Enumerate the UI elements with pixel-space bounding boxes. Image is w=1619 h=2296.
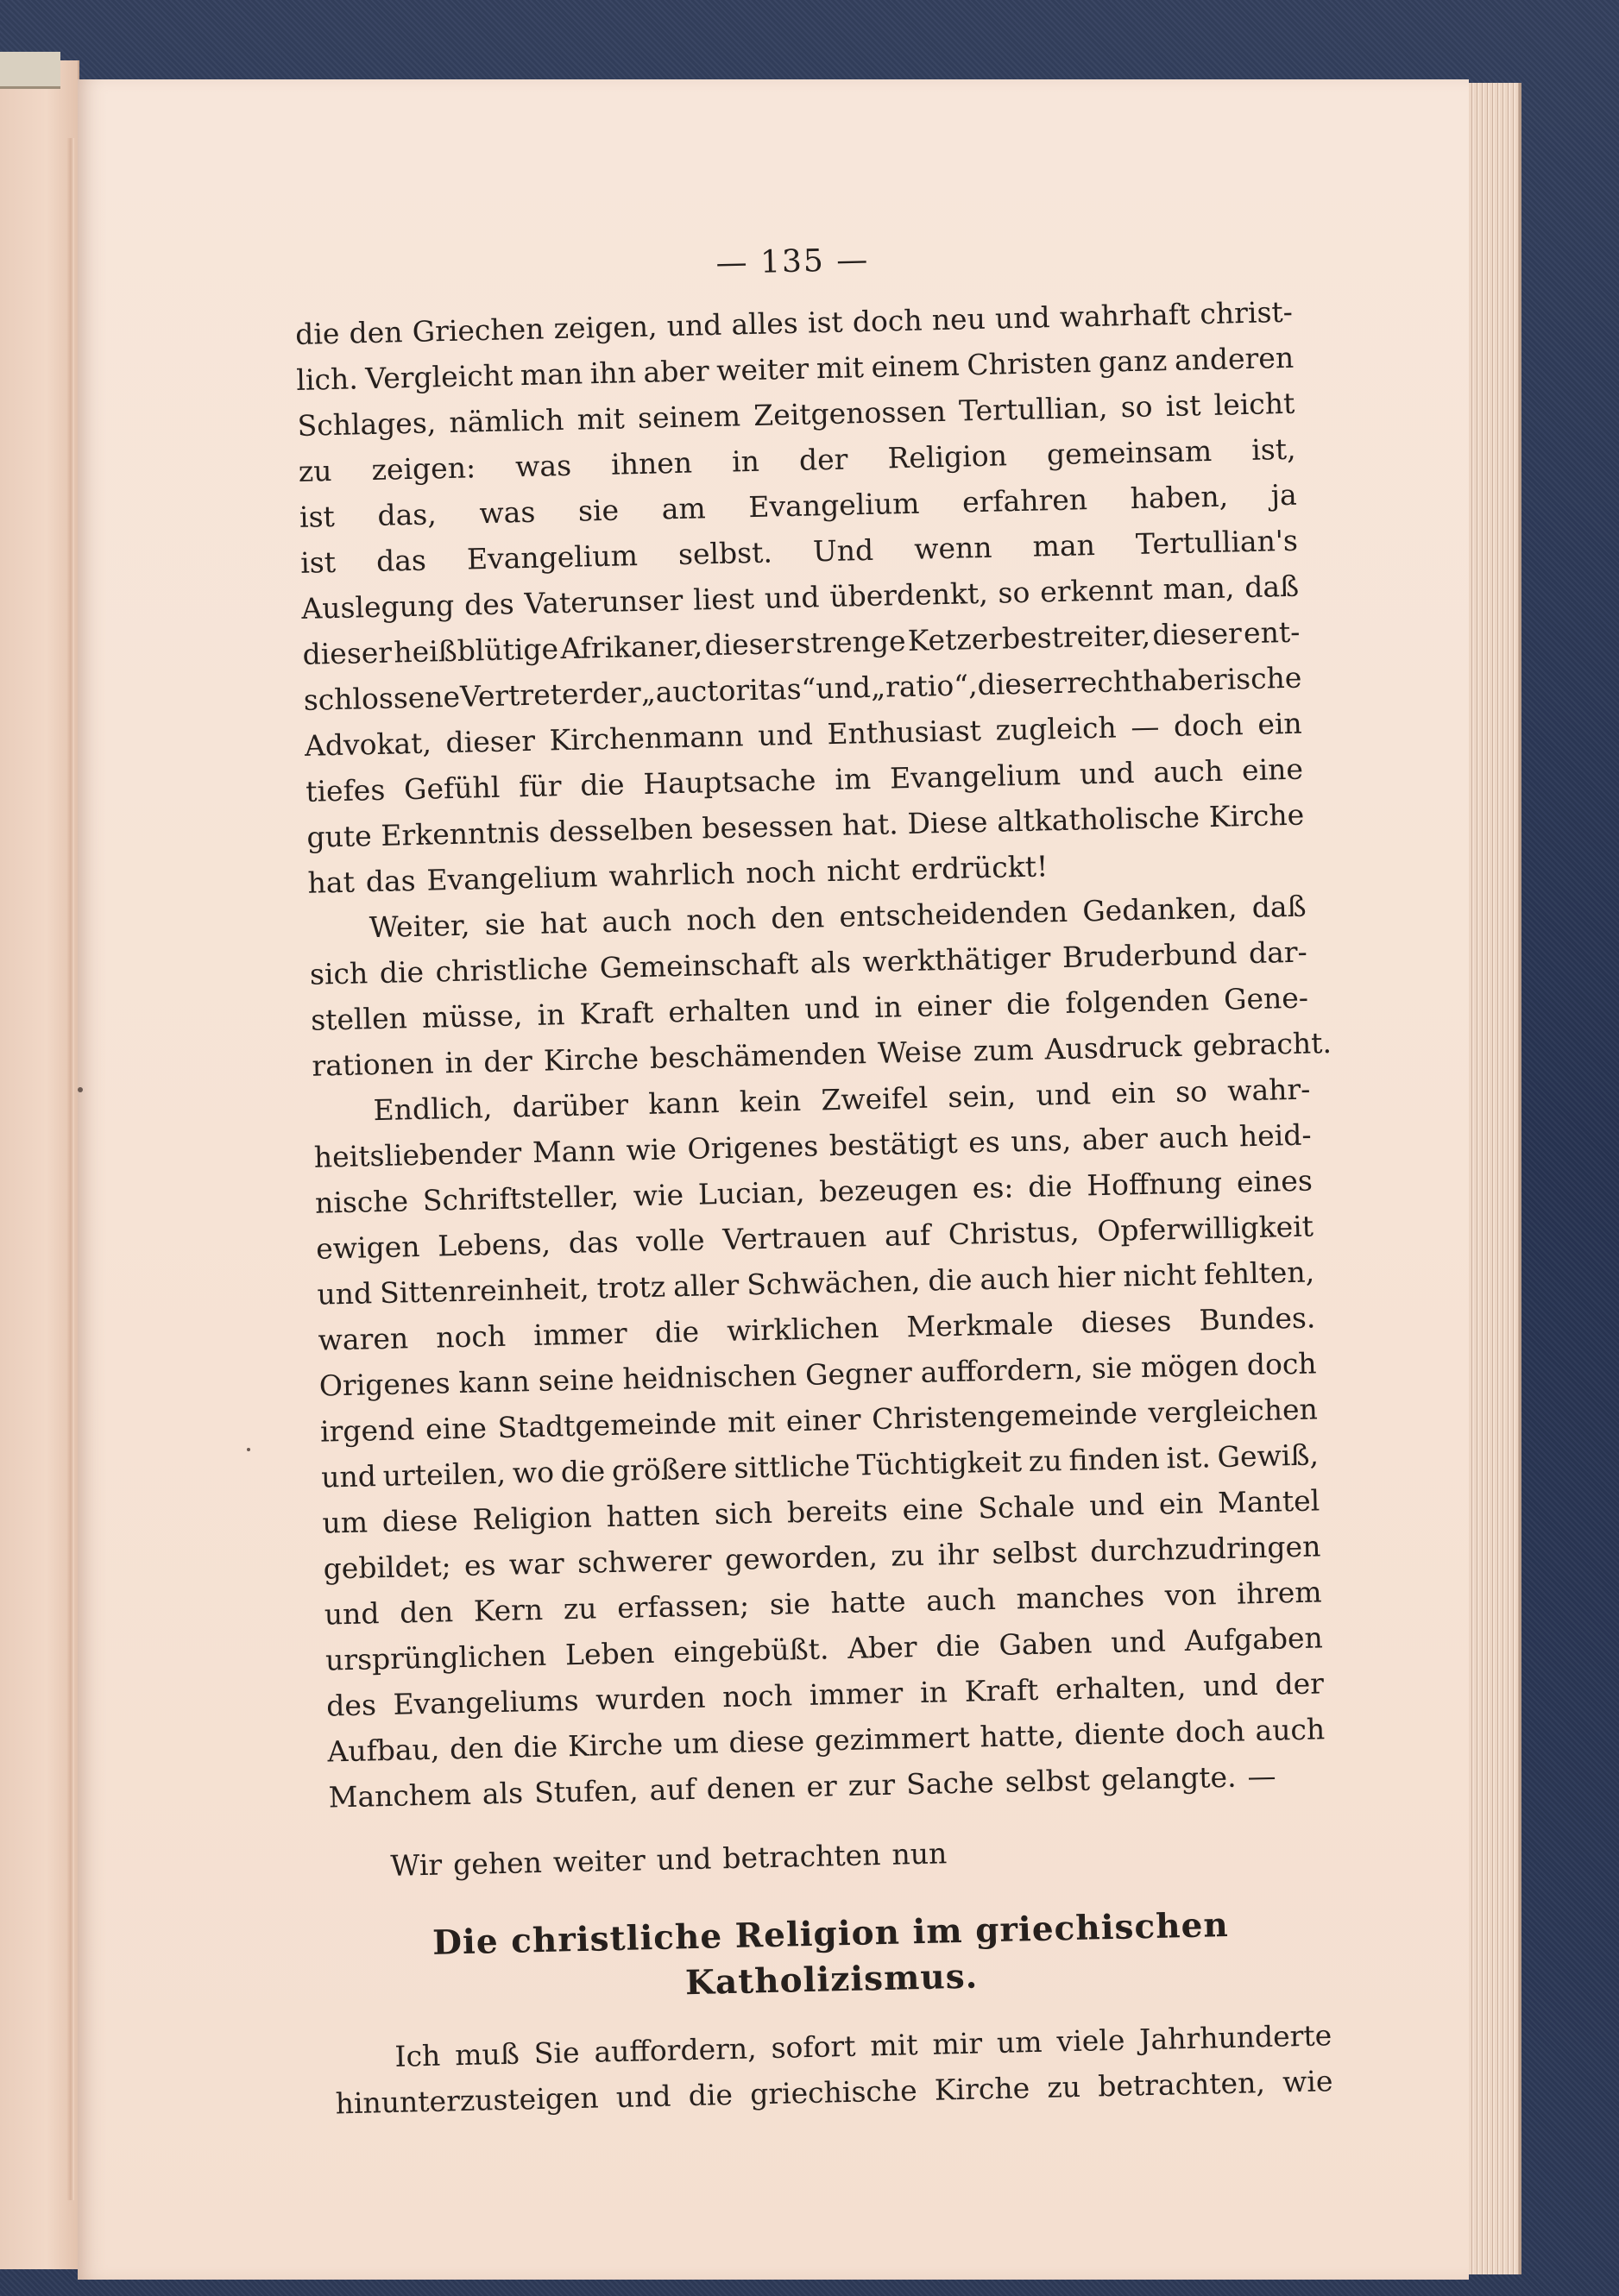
- text-line: dieser heißblütige Afrikaner, dieser strenge Ketzerbestreiter, dieser ent-: [302, 614, 1301, 671]
- text-line: die den Griechen zeigen, und alles ist doch neu und wahrhaft christ-: [294, 294, 1294, 351]
- text-line: Advokat, dieser Kirchenmann und Enthusiast zugleich — doch ein: [304, 706, 1303, 763]
- page-speck: [247, 1448, 250, 1451]
- book-corner: [0, 52, 60, 89]
- text-line: ursprünglichen Leben eingebüßt. Aber die Gaben und Aufgaben: [324, 1620, 1324, 1677]
- section-heading: Die christliche Religion im griechischen Katholizismus.: [432, 1904, 1230, 2003]
- text-line: des Evangeliums wurden noch immer in Kraft erhalten, und der: [325, 1666, 1325, 1723]
- text-line: schlossene Vertreter der „auctoritas“ und „ratio“, dieser rechthaberische: [303, 660, 1302, 717]
- paragraph: [312, 1066, 1326, 1821]
- page-number: — 135 —: [715, 242, 870, 281]
- text-line: gute Erkenntnis desselben besessen hat. Diese altkatholische Kirche: [306, 797, 1305, 854]
- text-line: heitsliebender Mann wie Origenes bestätigt es uns, aber auch heid-: [313, 1117, 1312, 1174]
- text-line: ewigen Lebens, das volle Vertrauen auf Christus, Opferwilligkeit: [315, 1209, 1314, 1266]
- text-line: zu zeigen: was ihnen in der Religion gemeinsam ist,: [298, 431, 1296, 488]
- paragraph: [295, 289, 1306, 906]
- text-line: ist das, was sie am Evangelium erfahren haben, ja: [299, 477, 1298, 534]
- text-line: hinunterzusteigen und die griechische Kirche zu betrachten, wie: [335, 2064, 1333, 2121]
- text-line: Weiter, sie hat auch noch den entscheidenden Gedanken, daß: [369, 889, 1307, 945]
- text-line: und urteilen, wo die größere sittliche Tüchtigkeit zu finden ist. Gewiß,: [320, 1437, 1320, 1494]
- text-line: irgend eine Stadtgemeinde mit einer Christengemeinde vergleichen: [319, 1392, 1319, 1449]
- text-line: Manchem als Stufen, auf denen er zur Sache selbst gelangte. —: [328, 1758, 1276, 1815]
- paragraph: [330, 1821, 1328, 1890]
- text-line: Schlages, nämlich mit seinem Zeitgenossen Tertullian, so ist leicht: [297, 386, 1295, 443]
- text-line: gebildet; es war schwerer geworden, zu ihr selbst durchzudringen: [323, 1529, 1321, 1586]
- page-text: [293, 228, 1333, 2127]
- text-line: tiefes Gefühl für die Hauptsache im Evangelium und auch eine: [305, 752, 1304, 808]
- page-stack-edges: [1469, 83, 1521, 2274]
- text-line: hat das Evangelium wahrlich noch nicht erdrückt!: [307, 849, 1049, 900]
- text-line: sich die christliche Gemeinschaft als werkthätiger Bruderbund dar-: [309, 934, 1308, 991]
- text-line: rationen in der Kirche beschämenden Weise zum Ausdruck gebracht.: [312, 1025, 1332, 1083]
- text-line: und den Kern zu erfassen; sie hatte auch manches von ihrem: [324, 1575, 1322, 1632]
- body-text: [294, 289, 1332, 1890]
- text-line: stellen müsse, in Kraft erhalten und in einer die folgenden Gene-: [310, 980, 1309, 1037]
- text-line: nische Schriftsteller, wie Lucian, bezeugen es: die Hoffnung eines: [314, 1163, 1313, 1220]
- text-line: waren noch immer die wirklichen Merkmale dieses Bundes.: [318, 1300, 1316, 1357]
- text-line: Ich muß Sie auffordern, sofort mit mir um viele Jahrhunderte: [394, 2018, 1332, 2073]
- page-speck: [78, 1087, 83, 1092]
- text-line: ist das Evangelium selbst. Und wenn man Tertullian's: [299, 523, 1299, 580]
- text-line: Aufbau, den die Kirche um diese gezimmert hatte, diente doch auch: [327, 1712, 1326, 1769]
- text-line: um diese Religion hatten sich bereits eine Schale und ein Mantel: [322, 1483, 1320, 1540]
- paragraph: [308, 884, 1332, 1089]
- text-line: Wir gehen weiter und betrachten nun: [390, 1836, 948, 1883]
- text-line: Endlich, darüber kann kein Zweifel sein, und ein so wahr-: [373, 1072, 1311, 1128]
- text-line: Auslegung des Vaterunser liest und überdenkt, so erkennt man, daß: [300, 569, 1300, 626]
- text-line: und Sittenreinheit, trotz aller Schwächen, die auch hier nicht fehlten,: [317, 1255, 1315, 1312]
- page-gutter: [67, 138, 74, 2200]
- text-line: lich. Vergleicht man ihn aber weiter mit einem Christen ganz anderen: [295, 340, 1295, 397]
- text-line: Origenes kann seine heidnischen Gegner auffordern, sie mögen doch: [318, 1346, 1317, 1403]
- previous-page-edge: [0, 60, 79, 2269]
